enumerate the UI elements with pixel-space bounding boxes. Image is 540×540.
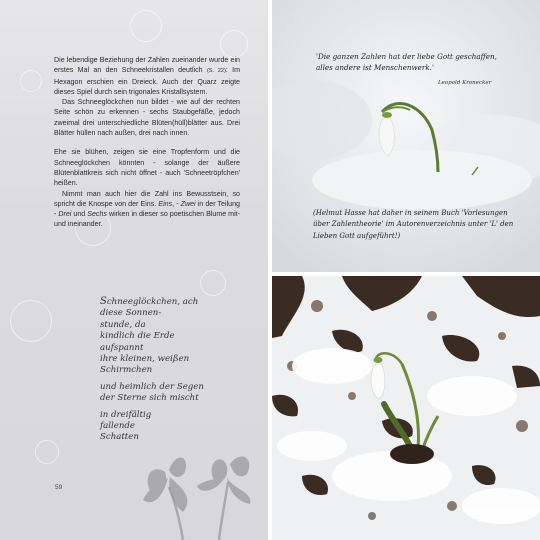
poem-line: kindlich die Erde [100, 331, 175, 342]
poem [100, 296, 260, 449]
poem-stanza [100, 382, 260, 405]
poem-line: in dreifältig [100, 409, 152, 420]
quote-attribution: Leopold Kronecker [438, 80, 492, 86]
emphasis: Eins [158, 199, 173, 208]
quote-line: alles andere ist Menschenwerk.' [316, 63, 434, 72]
emphasis: Zwei [180, 199, 196, 208]
poem-line: und heimlich der Segen [100, 381, 204, 392]
paragraph-text: Das Schneeglöckchen nun bildet - wie auf der rechten Seite schön zu erkennen - sechs Staubgefäße, jedoch zweimal drei unterschiedliche Blüten(hüll)blätter aus. Drei Blätter hüllen nach außen, drei nach innen. [54, 98, 240, 138]
poem-line: ihre kleinen, weißen [100, 354, 190, 365]
paragraph-text: Nimmt man auch hier die Zahl ins Bewusstsein, so spricht die Knospe von der Eins. [54, 189, 240, 208]
snowflake-decoration [130, 10, 162, 42]
paragraph-text: , - [172, 199, 181, 208]
emphasis: Sechs [87, 210, 107, 219]
poem-line: fallende [100, 421, 136, 432]
quote-line: 'Die ganzen Zahlen hat der liebe Gott geschaffen, [316, 52, 497, 61]
snowflake-decoration [10, 300, 52, 342]
emphasis: Drei [58, 210, 72, 219]
paragraph-text: : Im Hexagon erschien ein Dreieck. Auch der Quarz zeigte dieses Spiel durch sein trigonales Kristallsystem. [54, 66, 240, 96]
poem-line: Schneeglöckchen, ach [100, 296, 199, 307]
poem-line: Schirmchen [100, 365, 153, 376]
snowflake-decoration [220, 30, 248, 58]
quote [316, 51, 516, 73]
right-bottom-panel [272, 276, 540, 540]
snowflake-decoration [200, 270, 226, 296]
paragraph-text: Ehe sie blühen, zeigen sie eine Tropfenform und die Schneeglöckchen könnten - solange der äußere Blütenblattkreis sich nicht öffnet - auch 'Schneetröpfchen' heißen. [54, 148, 240, 188]
paragraph-2 [54, 97, 240, 138]
poem-line: der Sterne sich mischt [100, 393, 199, 404]
paragraph-text: wirken in dieser so poetischen Blume mit- und ineinander. [54, 210, 241, 229]
paragraph-text: und [71, 210, 88, 219]
snowdrop-shadow-illustration [135, 442, 265, 540]
poem-line: aufspannt [100, 342, 144, 353]
poem-line: diese Sonnen- [100, 308, 162, 319]
poem-line: stunde, da [100, 319, 146, 330]
footnote: (Helmut Hasse hat daher in seinem Buch 'Vorlesungen über Zahlentheorie' im Autorenverzeichnis unter 'L' den Lieben Gott aufgeführt!) [313, 209, 514, 240]
body-text [54, 55, 240, 239]
paragraph-3 [54, 147, 240, 188]
paragraph-text: Die lebendige Beziehung der Zahlen zueinander wurde ein erstes Mal an den Schneekristallen deutlich [54, 56, 240, 75]
page-number: 59 [55, 484, 63, 491]
paragraph-text: in der Teilung - [54, 199, 240, 219]
page-reference: (S. 22) [206, 68, 226, 75]
snowdrop-photo-bottom [272, 276, 540, 540]
paragraph-1 [54, 55, 240, 97]
snowflake-decoration [20, 70, 42, 92]
paragraph-4 [54, 189, 240, 230]
snowflake-decoration [35, 440, 59, 464]
poem-line: Schatten [100, 432, 139, 443]
poem-stanza [100, 410, 260, 444]
poem-stanza [100, 296, 260, 377]
